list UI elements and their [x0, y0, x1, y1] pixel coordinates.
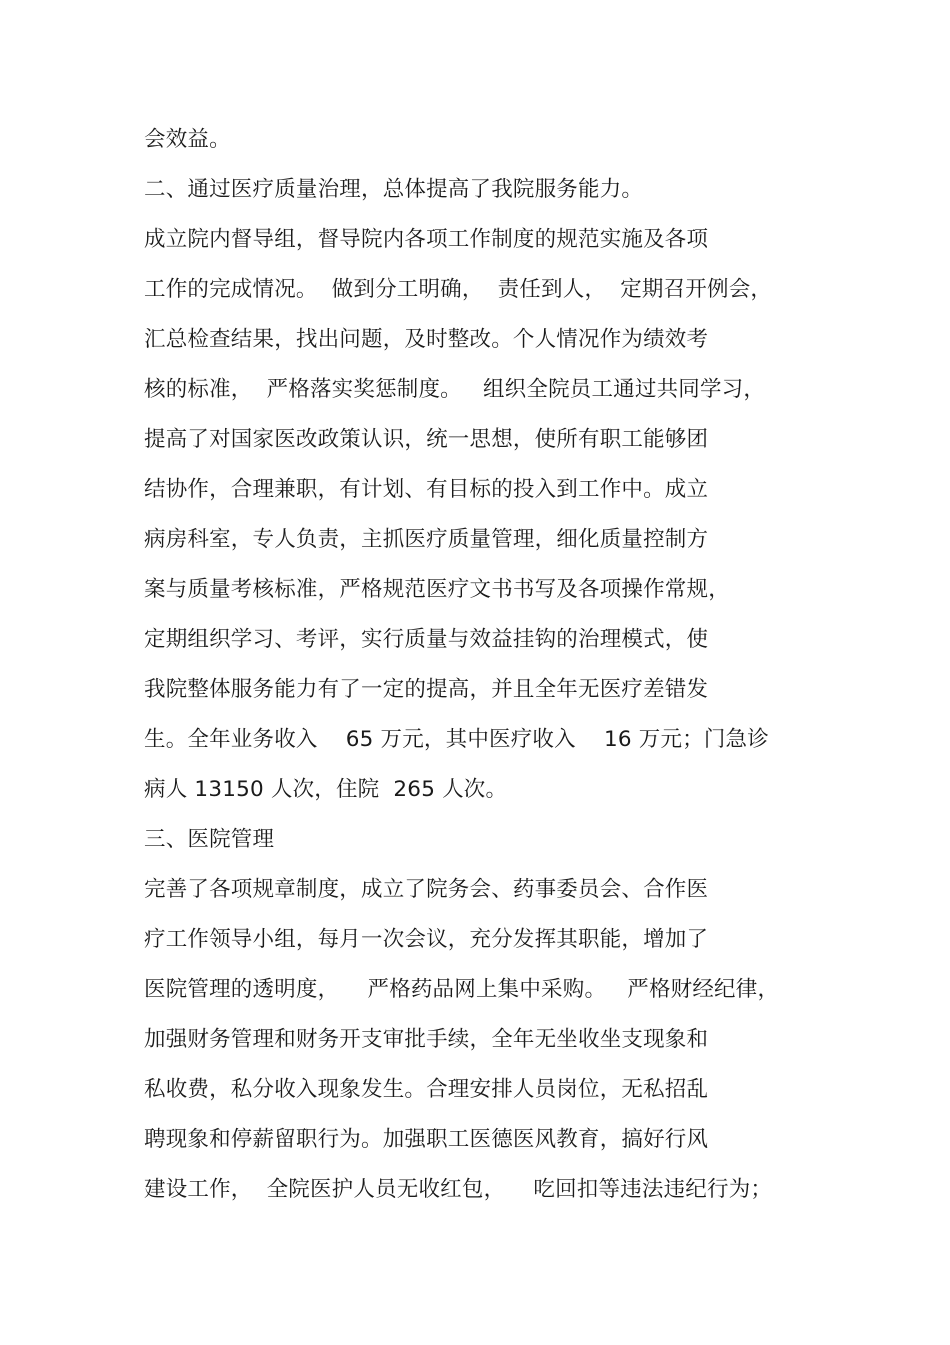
text-line: 医院管理的透明度， 严格药品网上集中采购。 严格财经纪律，: [144, 977, 780, 1002]
text-line: 聘现象和停薪留职行为。加强职工医德医风教育，搞好行风: [144, 1127, 709, 1152]
text-line: 病房科室，专人负责，主抓医疗质量管理，细化质量控制方: [144, 527, 709, 552]
text-line: 成立院内督导组，督导院内各项工作制度的规范实施及各项: [144, 227, 709, 252]
text-line: 定期组织学习、考评，实行质量与效益挂钩的治理模式，使: [144, 627, 709, 652]
text-line: 完善了各项规章制度，成立了院务会、药事委员会、合作医: [144, 877, 709, 902]
text-line: 会效益。: [144, 127, 231, 152]
text-line: 我院整体服务能力有了一定的提高，并且全年无医疗差错发: [144, 677, 709, 702]
text-line: 建设工作， 全院医护人员无收红包， 吃回扣等违法违纪行为；: [144, 1177, 773, 1202]
section-heading: 三、医院管理: [144, 827, 275, 852]
text-line: 病人 13150 人次，住院 265 人次。: [144, 777, 508, 802]
text-line: 私收费，私分收入现象发生。合理安排人员岗位，无私招乱: [144, 1077, 709, 1102]
text-line: 工作的完成情况。 做到分工明确， 责任到人， 定期召开例会，: [144, 277, 773, 302]
section-heading: 二、通过医疗质量治理，总体提高了我院服务能力。: [144, 177, 644, 202]
text-line: 提高了对国家医改政策认识，统一思想，使所有职工能够团: [144, 427, 709, 452]
text-line: 结协作，合理兼职，有计划、有目标的投入到工作中。成立: [144, 477, 709, 502]
text-line: 加强财务管理和财务开支审批手续，全年无坐收坐支现象和: [144, 1027, 709, 1052]
text-line: 生。全年业务收入 65 万元，其中医疗收入 16 万元；门急诊: [144, 727, 769, 752]
text-line: 疗工作领导小组，每月一次会议，充分发挥其职能，增加了: [144, 927, 709, 952]
text-line: 核的标准， 严格落实奖惩制度。 组织全院员工通过共同学习，: [144, 377, 766, 402]
text-line: 案与质量考核标准，严格规范医疗文书书写及各项操作常规，: [144, 577, 730, 602]
text-line: 汇总检查结果，找出问题，及时整改。个人情况作为绩效考: [144, 327, 709, 352]
